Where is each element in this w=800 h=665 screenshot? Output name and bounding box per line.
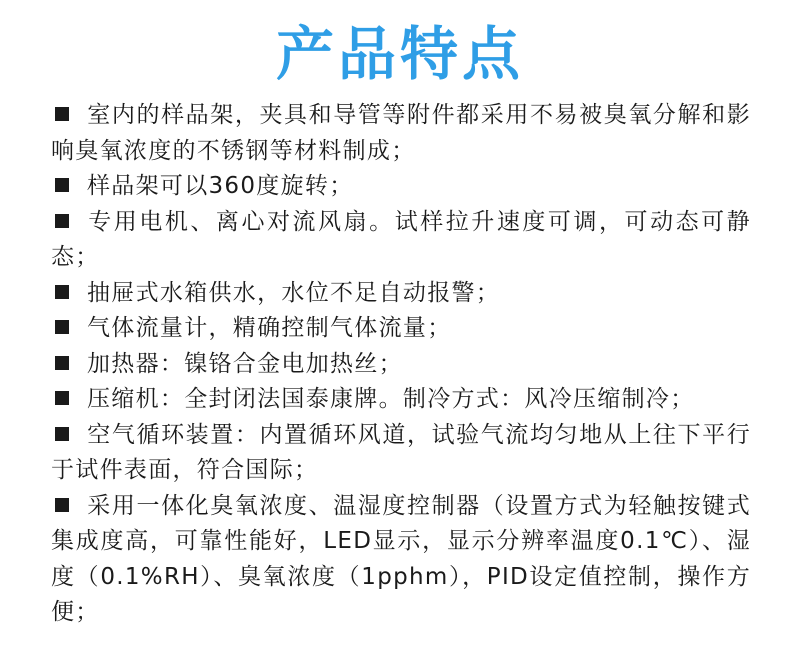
feature-text: 专用电机、离心对流风扇。试样拉升速度可调，可动态可静态； <box>51 208 751 270</box>
feature-item <box>51 489 751 631</box>
feature-item <box>51 311 751 347</box>
square-bullet-icon <box>55 178 69 192</box>
feature-item <box>51 205 751 276</box>
feature-item <box>51 276 751 312</box>
square-bullet-icon <box>55 107 69 121</box>
feature-text: 气体流量计，精确控制气体流量； <box>87 315 452 341</box>
feature-text: 压缩机：全封闭法国泰康牌。制冷方式：风冷压缩制冷； <box>87 386 695 412</box>
square-bullet-icon <box>55 320 69 334</box>
feature-text: 空气循环装置：内置循环风道，试验气流均匀地从上往下平行于试件表面，符合国际； <box>51 421 751 483</box>
feature-text: 抽屉式水箱供水，水位不足自动报警； <box>87 279 501 306</box>
feature-text: 加热器：镍铬合金电加热丝； <box>87 350 403 377</box>
square-bullet-icon <box>55 498 69 512</box>
square-bullet-icon <box>55 356 69 370</box>
feature-item <box>51 382 751 418</box>
square-bullet-icon <box>55 427 69 441</box>
square-bullet-icon <box>55 285 69 299</box>
feature-list <box>51 98 751 631</box>
square-bullet-icon <box>55 391 69 405</box>
feature-item <box>51 418 751 489</box>
feature-item <box>51 169 751 205</box>
feature-item <box>51 347 751 383</box>
feature-text: 样品架可以360度旋转； <box>87 173 354 199</box>
page-title: 产品特点 <box>275 20 524 88</box>
feature-item <box>51 98 751 169</box>
feature-text: 室内的样品架，夹具和导管等附件都采用不易被臭氧分解和影响臭氧浓度的不锈钢等材料制成； <box>51 102 751 164</box>
feature-text: 采用一体化臭氧浓度、温湿度控制器（设置方式为轻触按键式集成度高，可靠性能好，LED显示，显示分辨率温度0.1℃）、湿度（0.1%RH）、臭氧浓度（1pphm），PID设定值控制，操作方便； <box>51 492 751 625</box>
square-bullet-icon <box>55 214 69 228</box>
